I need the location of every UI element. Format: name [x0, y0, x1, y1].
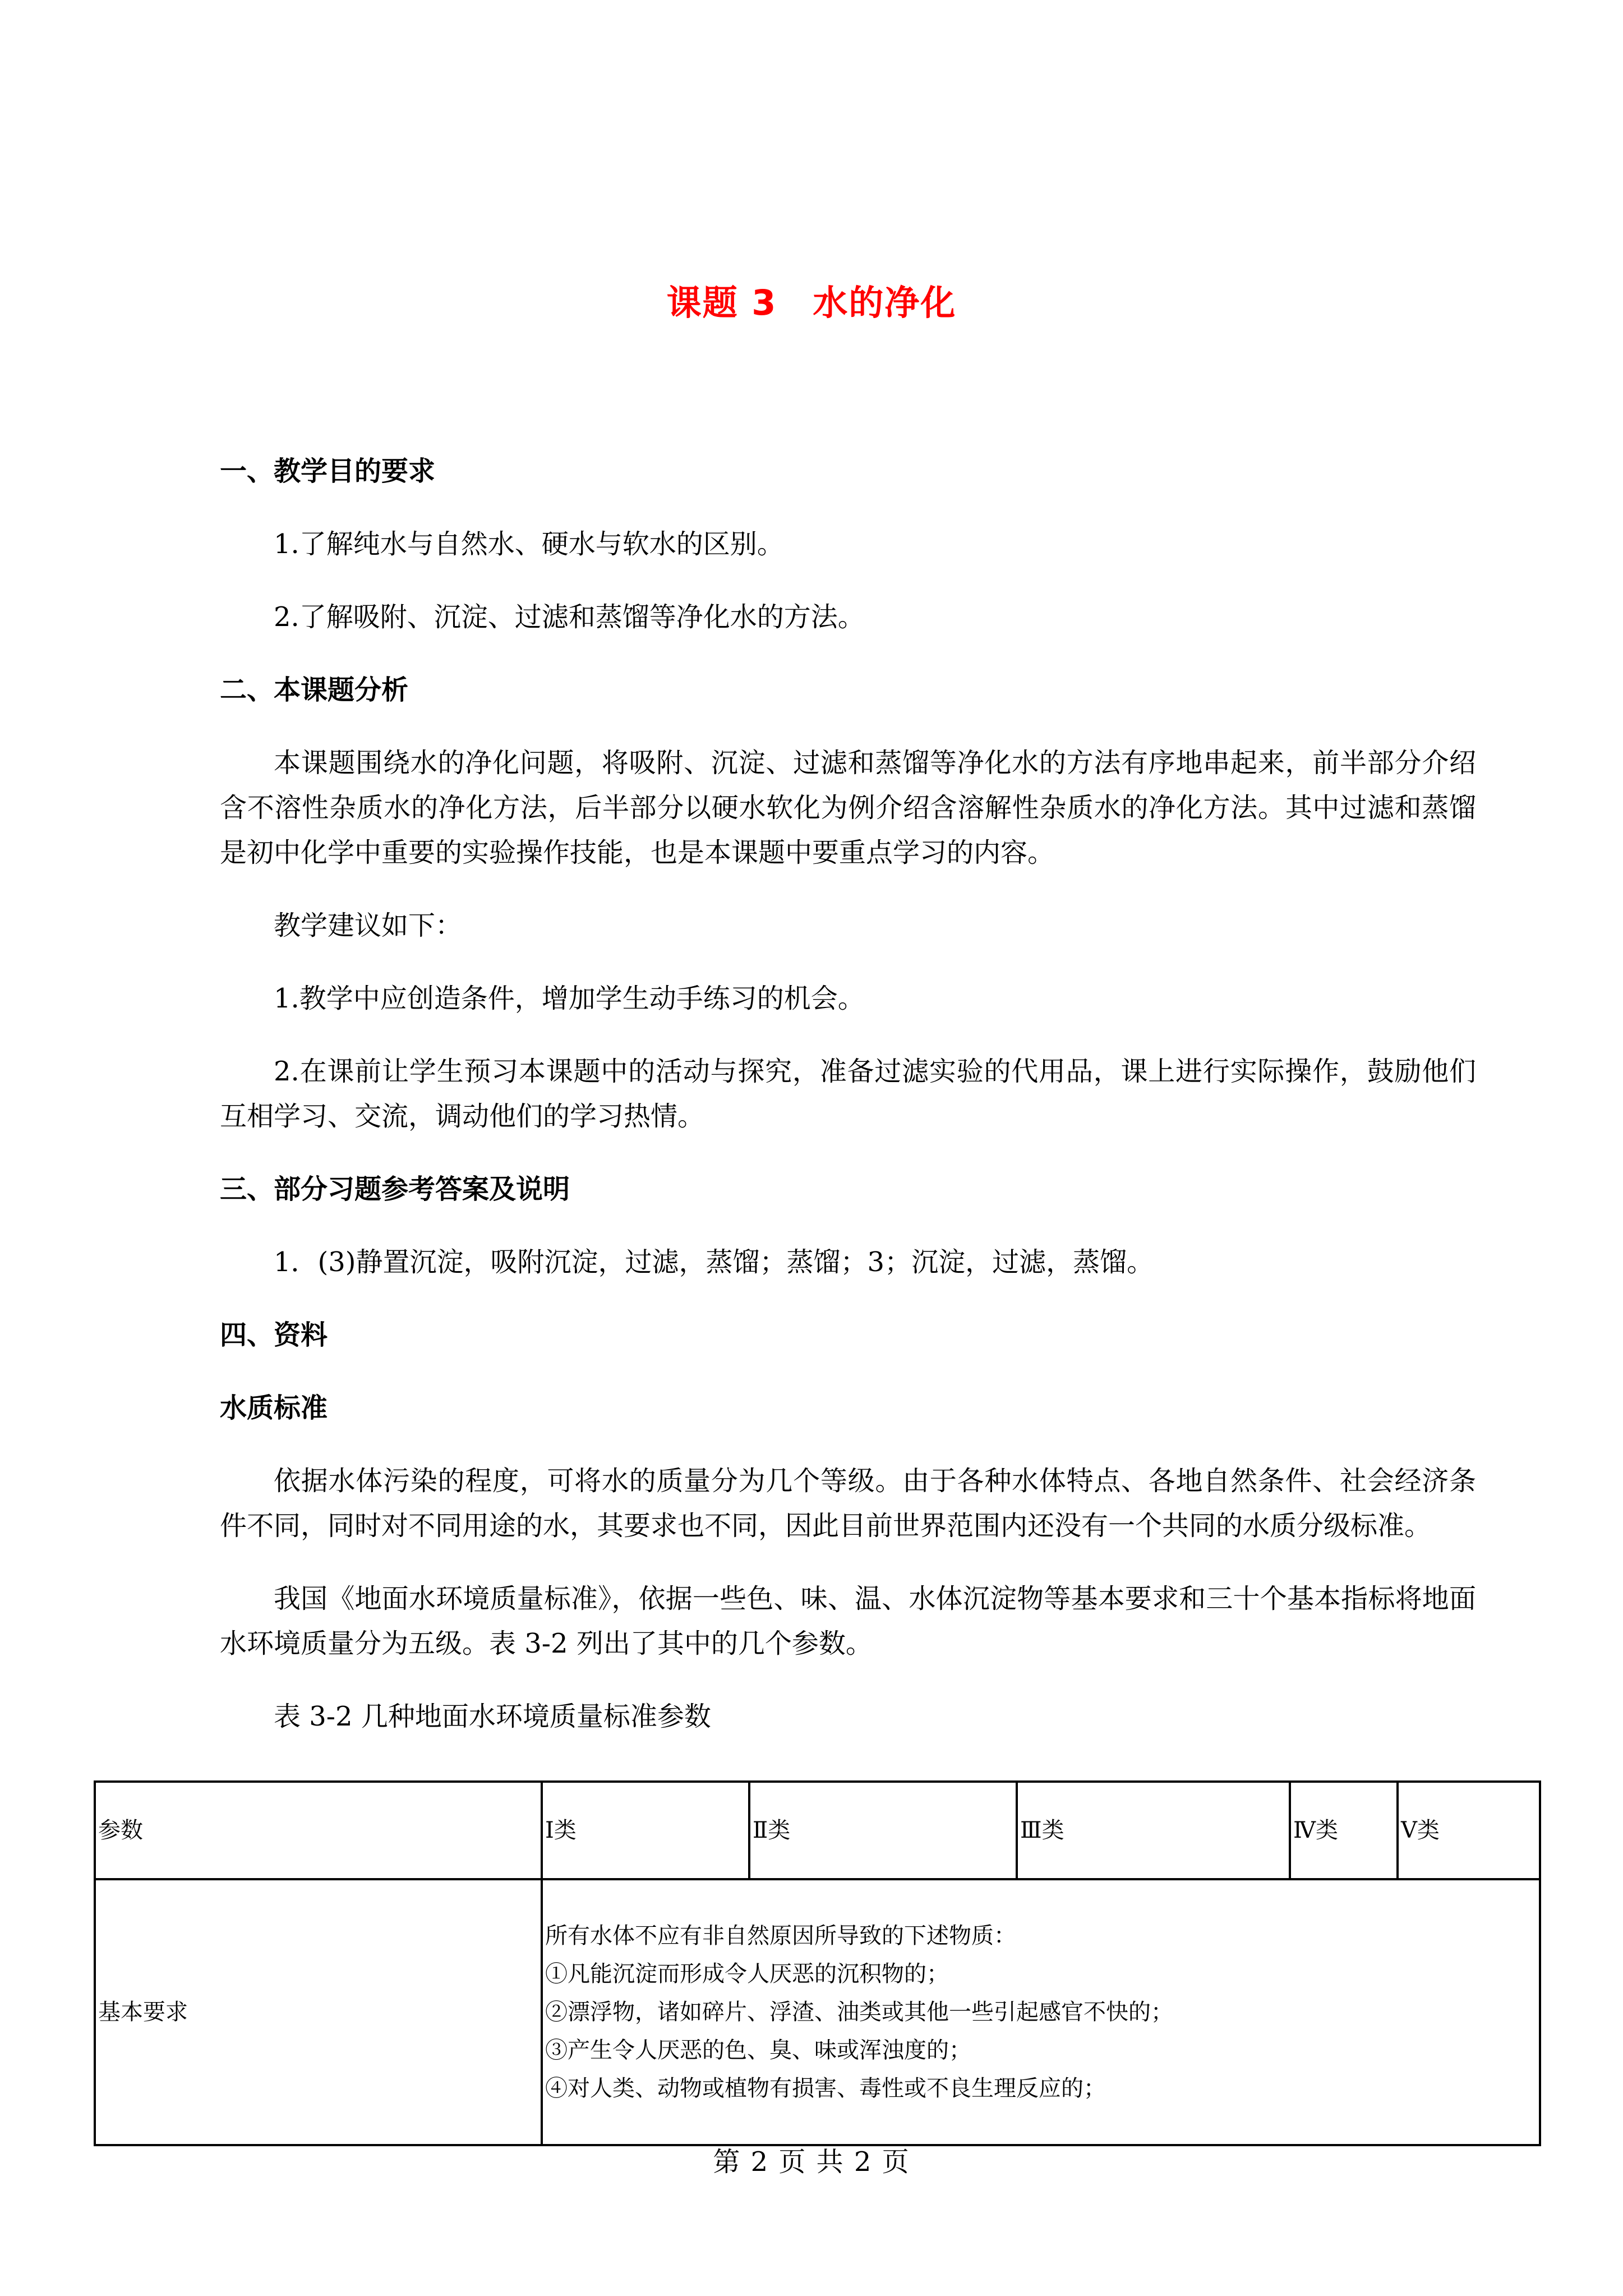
requirement-line: ②漂浮物，诸如碎片、浮渣、油类或其他一些引起感官不快的； [545, 1999, 1173, 2025]
suggestion-item-1: 1.教学中应创造条件，增加学生动手练习的机会。 [274, 983, 865, 1014]
water-quality-table [94, 1780, 1539, 2146]
suggestion-intro: 教学建议如下： [274, 910, 463, 941]
table-caption: 表 3-2 几种地面水环境质量标准参数 [274, 1701, 711, 1732]
goal-item-2: 2.了解吸附、沉淀、过滤和蒸馏等净化水的方法。 [274, 601, 865, 633]
section-heading-answers: 三、部分习题参考答案及说明 [220, 1174, 570, 1205]
page-title: 课题 3 水的净化 [666, 282, 957, 323]
goal-item-1: 1.了解纯水与自然水、硬水与软水的区别。 [274, 528, 784, 560]
answer-item-1: 1．(3)静置沉淀，吸附沉淀，过滤，蒸馏；蒸馏；3；沉淀，过滤，蒸馏。 [274, 1246, 1154, 1278]
table-header-row [95, 1782, 1540, 1879]
requirement-line: ④对人类、动物或植物有损害、毒性或不良生理反应的； [545, 2076, 1106, 2101]
section-heading-goals: 一、教学目的要求 [220, 455, 436, 487]
page-footer: 第 2 页 共 2 页 [713, 2146, 910, 2178]
section-heading-materials: 四、资料 [220, 1319, 328, 1351]
material-paragraph-1: 依据水体污染的程度，可将水的质量分为几个等级。由于各种水体特点、各地自然条件、社会经济条件不同，同时对不同用途的水，其要求也不同，因此目前世界范围内还没有一个共同的水质分级标准。 [220, 1465, 1476, 1542]
subheading-water-standard: 水质标准 [220, 1392, 328, 1424]
header-cell-class-5: Ⅴ类 [1398, 1782, 1540, 1879]
table-row [95, 1879, 1540, 2145]
analysis-paragraph: 本课题围绕水的净化问题，将吸附、沉淀、过滤和蒸馏等净化水的方法有序地串起来，前半部分介绍含不溶性杂质水的净化方法，后半部分以硬水软化为例介绍含溶解性杂质水的净化方法。其中过滤和蒸馏是初中化学中重要的实验操作技能，也是本课题中要重点学习的内容。 [220, 747, 1476, 868]
document-body [220, 449, 1476, 1767]
header-cell-param: 参数 [95, 1782, 542, 1879]
requirement-line: 所有水体不应有非自然原因所导致的下述物质： [545, 1923, 1016, 1949]
header-cell-class-2: Ⅱ类 [749, 1782, 1017, 1879]
header-cell-class-1: Ⅰ类 [542, 1782, 749, 1879]
section-heading-analysis: 二、本课题分析 [220, 674, 409, 706]
row-label-basic-requirements: 基本要求 [95, 1879, 542, 2145]
header-cell-class-3: Ⅲ类 [1017, 1782, 1290, 1879]
suggestion-item-2: 2.在课前让学生预习本课题中的活动与探究，准备过滤实验的代用品，课上进行实际操作，鼓励他们互相学习、交流，调动他们的学习热情。 [220, 1056, 1476, 1132]
header-cell-class-4: Ⅳ类 [1290, 1782, 1398, 1879]
material-paragraph-2: 我国《地面水环境质量标准》，依据一些色、味、温、水体沉淀物等基本要求和三十个基本指标将地面水环境质量分为五级。表 3-2 列出了其中的几个参数。 [220, 1583, 1476, 1659]
basic-requirements-cell [542, 1879, 1540, 2145]
requirement-line: ③产生令人厌恶的色、臭、味或浑浊度的； [545, 2037, 971, 2063]
requirement-line: ①凡能沉淀而形成令人厌恶的沉积物的； [545, 1961, 949, 1987]
